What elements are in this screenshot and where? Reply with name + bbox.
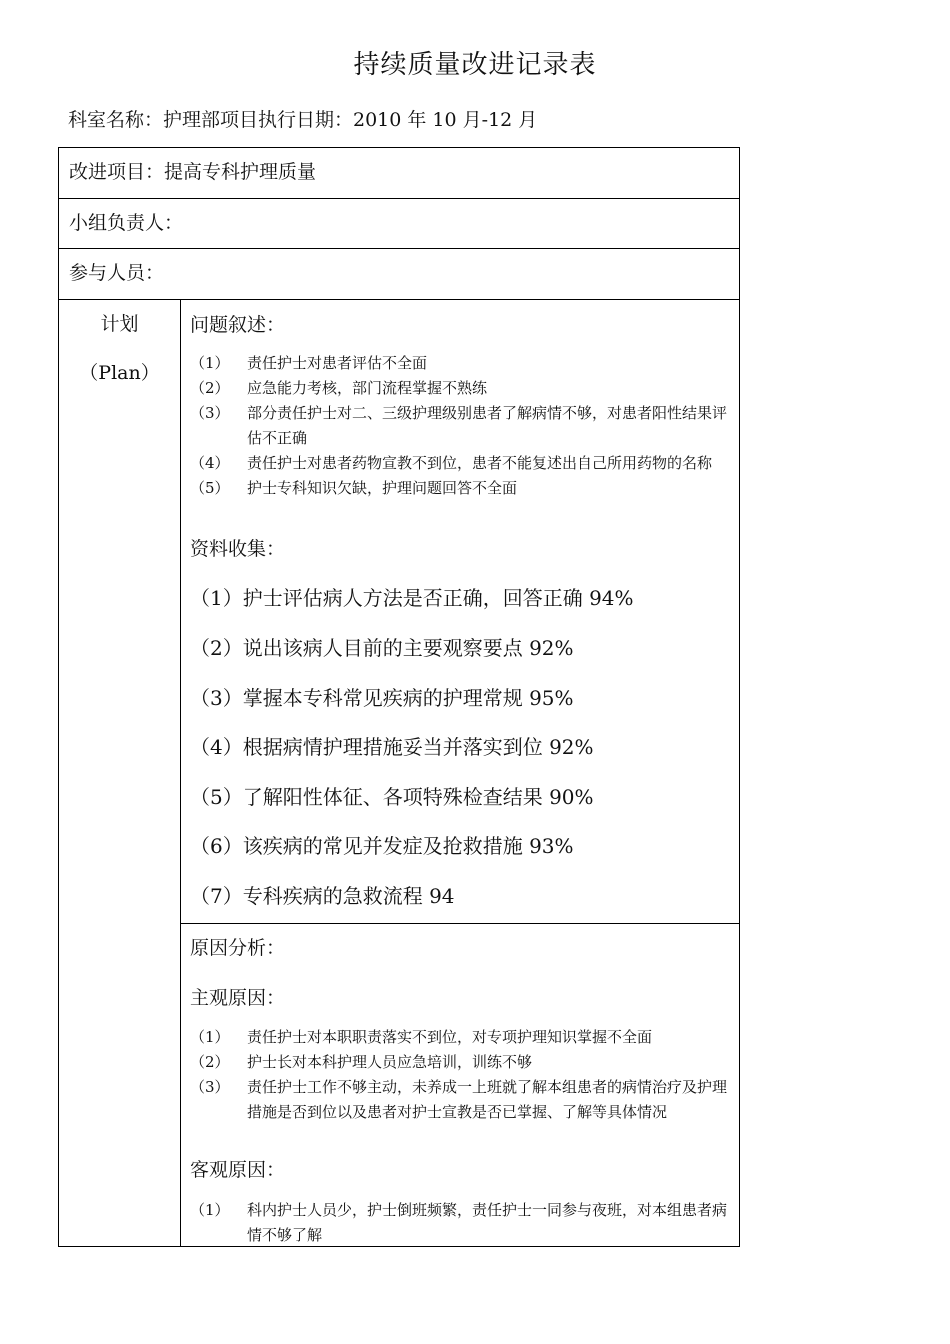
data-item: （6）该疾病的常见并发症及抢救措施 93% xyxy=(190,834,574,858)
list-item: （1） 科内护士人员少，护士倒班频繁，责任护士一同参与夜班，对本组患者病情不够了解 xyxy=(190,1201,728,1244)
phase-cell xyxy=(59,300,181,1246)
data-item: （1）护士评估病人方法是否正确，回答正确 94% xyxy=(190,586,634,610)
data-item: （2）说出该病人目前的主要观察要点 92% xyxy=(190,636,574,660)
data-item: （3）掌握本专科常见疾病的护理常规 95% xyxy=(190,686,574,710)
project-text: 改进项目：提高专科护理质量 xyxy=(69,161,317,183)
list-item: （1） 责任护士对本职职责落实不到位，对专项护理知识掌握不全面 xyxy=(190,1028,653,1046)
list-item: （2） 护士长对本科护理人员应急培训，训练不够 xyxy=(190,1053,533,1071)
data-item: （7）专科疾病的急救流程 94 xyxy=(190,884,455,908)
subjective-heading: 主观原因： xyxy=(190,987,286,1009)
problem-heading: 问题叙述： xyxy=(190,314,286,336)
list-item: （3） 部分责任护士对二、三级护理级别患者了解病情不够，对患者阳性结果评估不正确 xyxy=(190,404,728,447)
objective-heading: 客观原因： xyxy=(190,1159,286,1181)
cause-cell xyxy=(181,924,739,1246)
cause-heading: 原因分析： xyxy=(190,937,286,959)
project-row xyxy=(59,148,739,199)
plan-cell xyxy=(181,300,739,924)
data-item: （5）了解阳性体征、各项特殊检查结果 90% xyxy=(190,785,594,809)
department-date-line: 科室名称：护理部项目执行日期：2010 年 10 月-12 月 xyxy=(68,109,538,131)
list-item: （2） 应急能力考核，部门流程掌握不熟练 xyxy=(190,379,488,397)
objective-list xyxy=(190,1198,738,1248)
phase-label: 计划 xyxy=(100,313,139,335)
list-item: （3） 责任护士工作不够主动，未养成一上班就了解本组患者的病情治疗及护理措施是否到位以及患者对护士宣教是否已掌握、了解等具体情况 xyxy=(190,1078,728,1121)
content-column xyxy=(181,300,739,1246)
leader-row xyxy=(59,199,739,249)
list-item: （4） 责任护士对患者药物宣教不到位，患者不能复述出自己所用药物的名称 xyxy=(190,454,713,472)
problem-list xyxy=(190,351,738,501)
data-collection-heading: 资料收集： xyxy=(190,538,286,560)
members-text: 参与人员： xyxy=(69,262,165,284)
leader-text: 小组负责人： xyxy=(69,212,184,234)
record-table xyxy=(58,147,740,1247)
subjective-list xyxy=(190,1025,738,1125)
page-title: 持续质量改进记录表 xyxy=(353,50,597,80)
phase-label-en: （Plan） xyxy=(79,362,160,384)
list-item: （1） 责任护士对患者评估不全面 xyxy=(190,354,428,372)
list-item: （5） 护士专科知识欠缺，护理问题回答不全面 xyxy=(190,479,518,497)
data-item: （4）根据病情护理措施妥当并落实到位 92% xyxy=(190,735,594,759)
members-row xyxy=(59,249,739,300)
